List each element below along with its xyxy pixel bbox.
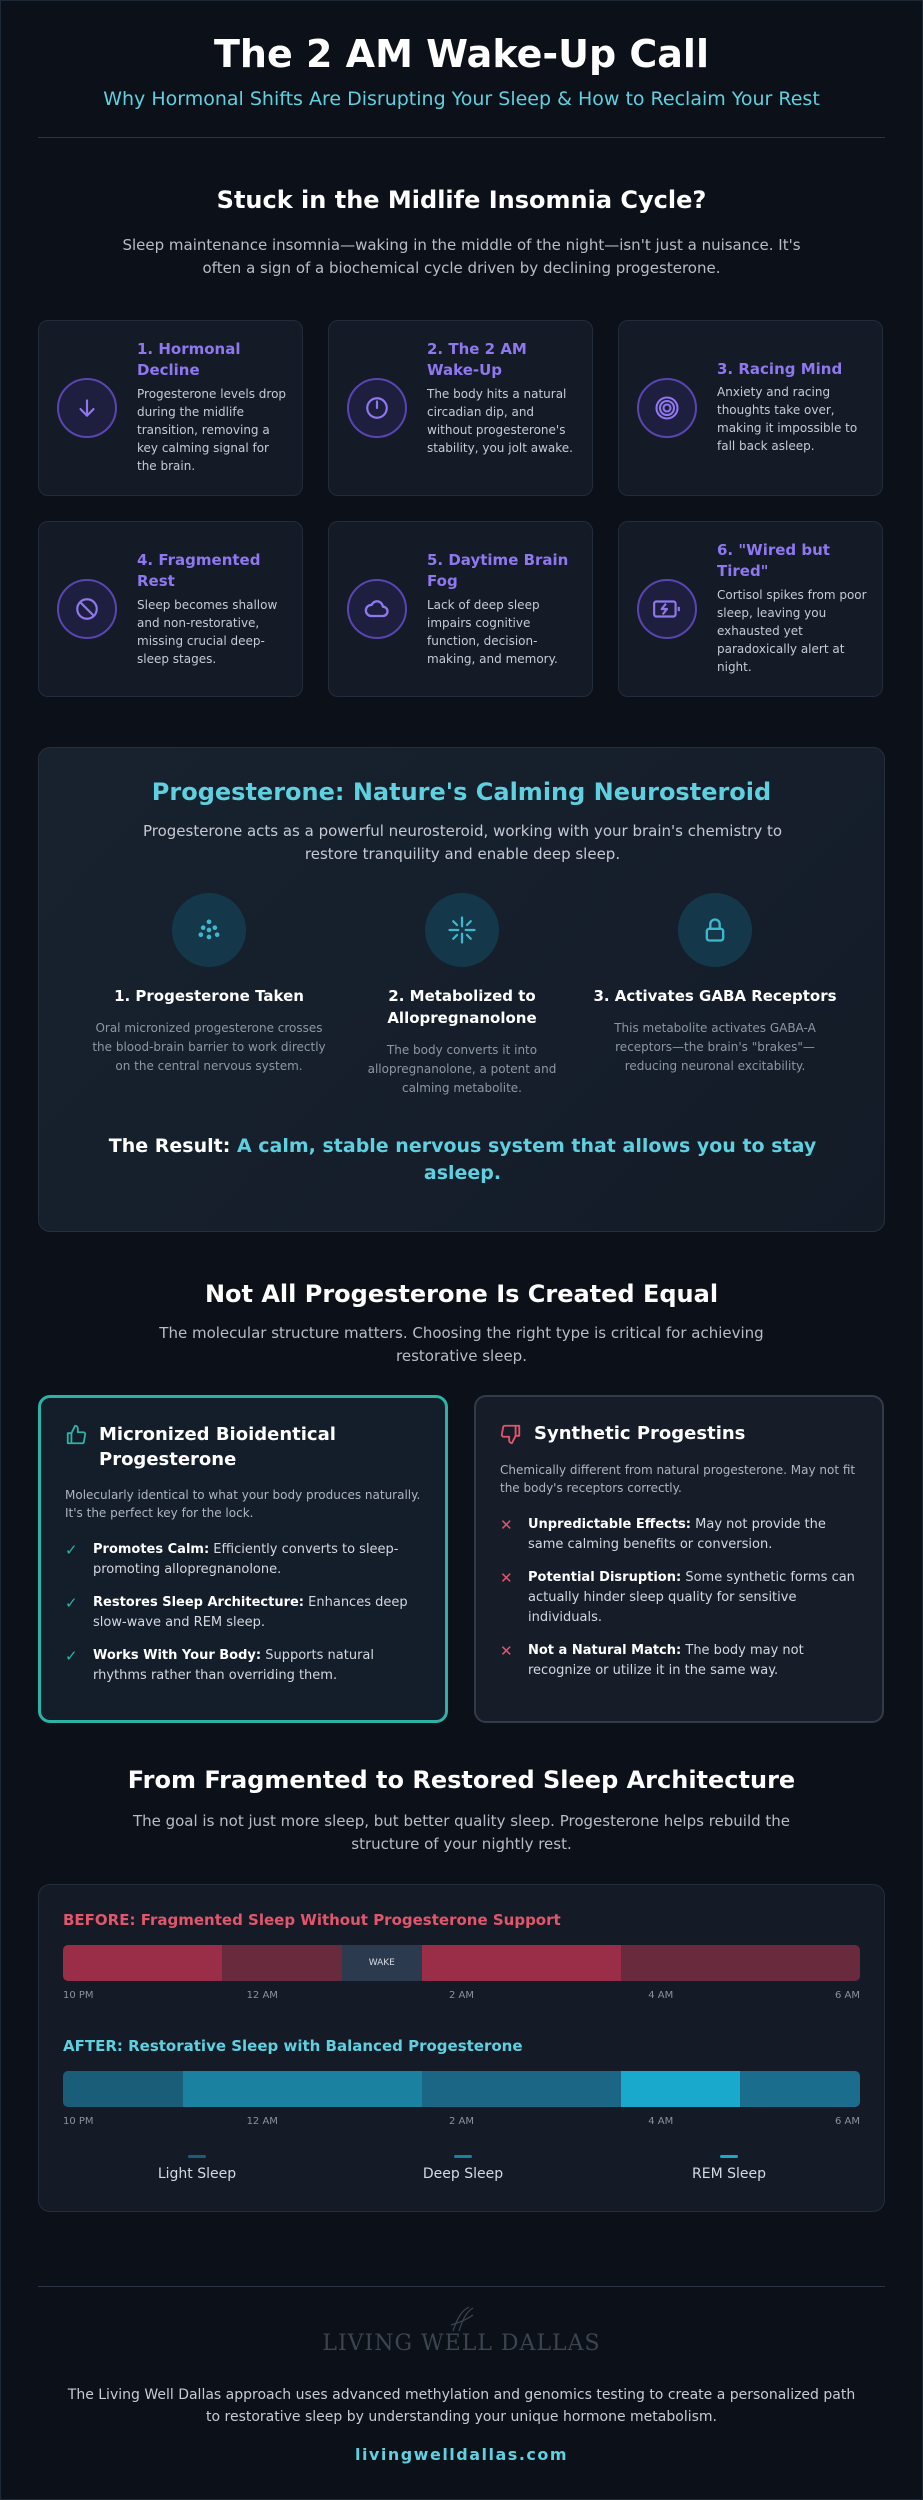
time-tick: 2 AM (448, 2116, 475, 2127)
clock-icon (347, 378, 407, 438)
x-icon: ✕ (500, 1642, 513, 1660)
bioidentical-desc: Molecularly identical to what your body produces naturally. It's the perfect key for the lock. (65, 1488, 421, 1520)
neurosteroid-panel (38, 747, 885, 1232)
synthetic-title: Synthetic Progestins (500, 1421, 850, 1446)
cloud-icon (347, 579, 407, 639)
list-item: ✓ Works With Your Body: Supports natural rhythms rather than overriding them. (65, 1647, 374, 1683)
neurosteroid-result (99, 1133, 826, 1187)
cycle-card-desc: Cortisol spikes from poor sleep, leaving you exhausted yet paradoxically alert at night. (717, 588, 867, 674)
header-divider (38, 137, 885, 138)
ban-icon (57, 579, 117, 639)
cycle-card-5 (328, 521, 593, 697)
list-item: ✕ Potential Disruption: Some synthetic forms can actually hinder sleep quality for sensitive individuals. (500, 1569, 855, 1625)
time-tick: 10 PM (63, 2116, 94, 2127)
sleep-lead: The goal is not just more sleep, but better quality sleep. Progesterone helps rebuild the structure of your nightly rest. (132, 1812, 791, 1853)
cycle-card-2 (328, 320, 593, 496)
legend-swatch (454, 2155, 472, 2158)
mechanism-step-2 (337, 893, 587, 1098)
cycle-heading: Stuck in the Midlife Insomnia Cycle? (216, 186, 707, 214)
cycle-card-title: 3. Racing Mind (717, 360, 843, 378)
legend-swatch (188, 2155, 206, 2158)
compare-lead: The molecular structure matters. Choosing the right type is critical for achieving restorative sleep. (159, 1324, 764, 1365)
sleep-segment (621, 1945, 860, 1981)
sleep-segment (63, 1945, 222, 1981)
compare-heading: Not All Progesterone Is Created Equal (204, 1280, 719, 1308)
cycle-card-1 (38, 320, 303, 496)
cycle-card-4 (38, 521, 303, 697)
neurosteroid-title: Progesterone: Nature's Calming Neurosteroid (151, 778, 772, 806)
sleep-segment (740, 2071, 860, 2107)
footer-divider (38, 2286, 885, 2287)
cycle-card-title: 2. The 2 AM Wake-Up (427, 340, 527, 379)
cycle-lead: Sleep maintenance insomnia—waking in the middle of the night—isn't just a nuisance. It's often a sign of a biochemical cycle driven by declining progesterone. (122, 236, 801, 277)
cycle-card-desc: Lack of deep sleep impairs cognitive function, decision-making, and memory. (427, 598, 558, 666)
sleep-segment (422, 1945, 621, 1981)
synthetic-card (474, 1395, 884, 1723)
thumbs-up-icon (65, 1424, 89, 1448)
sleep-segment (222, 1945, 342, 1981)
time-tick: 12 AM (246, 1990, 278, 2001)
mechanism-step-desc: This metabolite activates GABA-A receptors—the brain's "brakes"—reducing neuronal excitability. (614, 1021, 816, 1073)
list-item: ✓ Promotes Calm: Efficiently converts to sleep-promoting allopregnanolone. (65, 1541, 399, 1577)
cycle-card-title: 4. Fragmented Rest (137, 551, 261, 590)
sparkle-icon (425, 893, 499, 967)
after-label: AFTER: Restorative Sleep with Balanced Progesterone (63, 2037, 523, 2055)
wake-segment: WAKE (342, 1945, 422, 1981)
list-item: ✕ Unpredictable Effects: May not provide the same calming benefits or conversion. (500, 1516, 826, 1552)
sleep-heading: From Fragmented to Restored Sleep Architecture (127, 1766, 796, 1794)
sleep-segment (422, 2071, 621, 2107)
mechanism-step-1 (84, 893, 334, 1076)
footer-text: The Living Well Dallas approach uses advanced methylation and genomics testing to create a personalized path to restorative sleep by understanding your unique hormone metabolism. (67, 2387, 856, 2425)
check-icon: ✓ (65, 1541, 78, 1559)
mechanism-step-3 (590, 893, 840, 1076)
after-time-axis (63, 2116, 860, 2130)
legend-deep-sleep: Deep Sleep (363, 2155, 563, 2182)
time-tick: 2 AM (448, 1990, 475, 2001)
legend-rem-sleep: REM Sleep (629, 2155, 829, 2182)
time-tick: 6 AM (834, 2116, 860, 2127)
website-link[interactable]: livingwelldallas.com (354, 2445, 569, 2464)
synthetic-desc: Chemically different from natural progesterone. May not fit the body's receptors correctly. (500, 1463, 856, 1495)
cycle-card-title: 6. "Wired but Tired" (717, 541, 830, 580)
time-tick: 4 AM (648, 2116, 674, 2127)
time-tick: 6 AM (834, 1990, 860, 2001)
cycle-card-desc: Sleep becomes shallow and non-restorative, missing crucial deep-sleep stages. (137, 598, 278, 666)
before-label: BEFORE: Fragmented Sleep Without Progesterone Support (63, 1911, 561, 1929)
list-item: ✕ Not a Natural Match: The body may not recognize or utilize it in the same way. (500, 1642, 804, 1678)
bioidentical-card (38, 1395, 448, 1723)
cycle-card-desc: Anxiety and racing thoughts take over, making it impossible to fall back asleep. (717, 385, 858, 453)
bioidentical-list (65, 1540, 430, 1699)
after-sleep-bar (63, 2071, 860, 2107)
cycle-card-desc: The body hits a natural circadian dip, and without progesterone's stability, you jolt awake. (427, 387, 573, 455)
lock-icon (678, 893, 752, 967)
thumbs-down-icon (500, 1423, 524, 1447)
time-tick: 4 AM (648, 1990, 674, 2001)
cycle-card-title: 1. Hormonal Decline (137, 340, 241, 379)
check-icon: ✓ (65, 1647, 78, 1665)
sleep-segment (63, 2071, 183, 2107)
sleep-architecture-panel (38, 1884, 885, 2212)
brand-logo (0, 2305, 923, 2365)
logo-text: LIVING WELL DALLAS (322, 2331, 601, 2356)
mechanism-step-title: 2. Metabolized to Allopregnanolone (387, 987, 537, 1027)
page-subtitle: Why Hormonal Shifts Are Disrupting Your Sleep & How to Reclaim Your Rest (103, 88, 820, 110)
mechanism-step-title: 1. Progesterone Taken (114, 987, 304, 1005)
time-tick: 12 AM (246, 2116, 278, 2127)
time-tick: 10 PM (63, 1990, 94, 2001)
mechanism-step-desc: Oral micronized progesterone crosses the blood-brain barrier to work directly on the central nervous system. (92, 1021, 326, 1073)
check-icon: ✓ (65, 1594, 78, 1612)
battery-charging-icon (637, 579, 697, 639)
page-title: The 2 AM Wake-Up Call (214, 32, 709, 76)
legend-swatch (720, 2155, 738, 2158)
legend-light-sleep: Light Sleep (97, 2155, 297, 2182)
synthetic-list (500, 1515, 865, 1694)
neurosteroid-lead: Progesterone acts as a powerful neurosteroid, working with your brain's chemistry to restore tranquility and enable deep sleep. (142, 822, 783, 863)
result-text: A calm, stable nervous system that allows you to stay asleep. (236, 1135, 817, 1184)
cycle-card-6 (618, 521, 883, 697)
mechanism-step-desc: The body converts it into allopregnanolone, a potent and calming metabolite. (367, 1043, 557, 1095)
x-icon: ✕ (500, 1569, 513, 1587)
cycle-card-3 (618, 320, 883, 496)
spiral-icon (637, 378, 697, 438)
list-item: ✓ Restores Sleep Architecture: Enhances deep slow-wave and REM sleep. (65, 1594, 408, 1630)
logo-mark-icon (447, 2305, 477, 2333)
cycle-card-desc: Progesterone levels drop during the midlife transition, removing a key calming signal for the brain. (137, 387, 287, 473)
before-sleep-bar (63, 1945, 860, 1981)
arrow-down-icon (57, 378, 117, 438)
sleep-segment (621, 2071, 741, 2107)
molecule-icon (172, 893, 246, 967)
result-label: The Result: (108, 1135, 231, 1157)
mechanism-step-title: 3. Activates GABA Receptors (593, 987, 837, 1005)
bioidentical-title: Micronized Bioidentical Progesterone (65, 1422, 415, 1472)
cycle-card-title: 5. Daytime Brain Fog (427, 551, 569, 590)
sleep-segment (183, 2071, 422, 2107)
x-icon: ✕ (500, 1516, 513, 1534)
before-time-axis (63, 1990, 860, 2004)
